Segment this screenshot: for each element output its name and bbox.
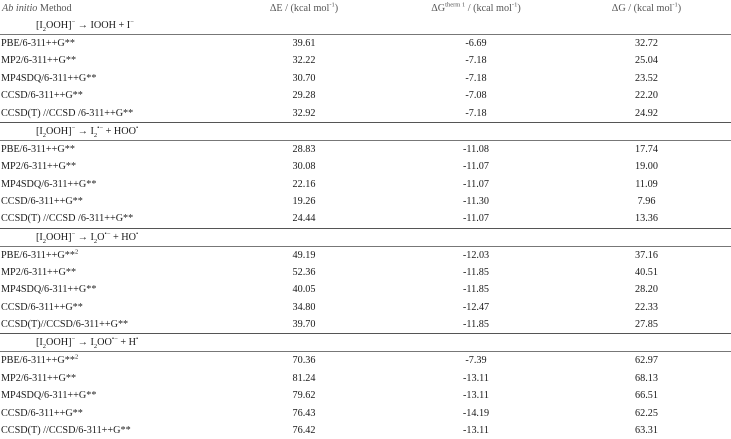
table-row — [0, 281, 731, 299]
dG-cell: 62.25 — [635, 407, 658, 419]
dE-cell: 52.36 — [292, 266, 316, 278]
dGtherm-cell: -13.11 — [463, 390, 489, 402]
dE-cell: 79.62 — [292, 390, 316, 402]
table-row — [0, 422, 731, 439]
dE-cell: 39.61 — [218, 35, 390, 53]
table-row — [0, 193, 731, 211]
dG-cell: 37.16 — [562, 246, 731, 264]
dG-cell: 63.31 — [635, 425, 658, 437]
method-cell: CCSD/6-311++G** — [1, 301, 83, 313]
table-row — [0, 316, 731, 334]
dE-cell: 30.08 — [292, 161, 316, 173]
dG-cell: 7.96 — [637, 196, 656, 208]
section-title: $[I_2OOH]^- \to I_2^{•-} + HOO^•$ — [0, 122, 731, 140]
method-cell: CCSD(T)//CCSD/6-311++G** — [1, 319, 129, 331]
table-row — [0, 70, 731, 88]
table-row — [0, 210, 731, 228]
dG-cell: 68.13 — [635, 372, 658, 384]
table-row — [0, 87, 731, 105]
section-title: $[I_2OOH]^- \to I_2OO^{•-} + H^•$ — [0, 334, 731, 352]
dGtherm-cell: -13.11 — [463, 372, 489, 384]
dE-cell: 49.19 — [218, 246, 390, 264]
dE-cell: 30.70 — [292, 72, 316, 84]
table-row — [0, 175, 731, 193]
dG-cell: 28.20 — [635, 284, 658, 296]
dGtherm-cell: -12.47 — [462, 301, 490, 313]
dGtherm-cell: -11.85 — [463, 266, 489, 278]
table-row — [0, 352, 731, 370]
section-title: $[I_2OOH]^-$ → IOOH + I− — [36, 18, 134, 34]
dE-cell: 28.83 — [218, 140, 390, 158]
method-cell: PBE/6-311++G** — [0, 140, 218, 158]
dGtherm-cell: -14.19 — [462, 407, 490, 419]
section-title-row — [0, 334, 731, 352]
dGtherm-cell: -11.30 — [463, 196, 489, 208]
dE-cell: 24.44 — [292, 213, 316, 225]
dE-cell: 76.42 — [292, 425, 316, 437]
method-cell: PBE/6-311++G** — [0, 35, 218, 53]
dG-cell: 13.36 — [635, 213, 658, 225]
method-cell: PBE/6-311++G**$^2$ — [0, 352, 218, 370]
dE-cell: 34.80 — [292, 301, 316, 313]
table-row — [0, 387, 731, 405]
dG-cell: 22.20 — [635, 90, 658, 102]
method-cell: MP4SDQ/6-311++G** — [1, 178, 97, 190]
header-dGtherm: $\Delta G^{therm 1}$ / (kcal mol$^{-1}$) — [431, 1, 521, 14]
dG-cell: 25.04 — [635, 55, 658, 67]
dGtherm-cell: -11.85 — [463, 319, 489, 331]
header-dG: ΔG / (kcal mol$^{-1}$) — [611, 1, 682, 14]
dGtherm-cell: -7.18 — [465, 72, 487, 84]
method-cell: MP2/6-311++G** — [1, 161, 77, 173]
dGtherm-cell: -11.07 — [463, 213, 489, 225]
dE-cell: 32.92 — [292, 107, 316, 119]
method-cell: CCSD(T) //CCSD /6-311++G** — [1, 107, 134, 119]
section-title-row — [0, 122, 731, 140]
dE-cell: 19.26 — [292, 196, 316, 208]
table-row — [0, 404, 731, 422]
header-dE: ΔE / (kcal mol$^{-1}$) — [269, 1, 339, 14]
dE-cell: 29.28 — [292, 90, 316, 102]
table-row — [0, 246, 731, 264]
dG-cell: 11.09 — [635, 178, 658, 190]
dE-cell: 40.05 — [292, 284, 316, 296]
dG-cell: 23.52 — [635, 72, 658, 84]
dG-cell: 22.33 — [635, 301, 658, 313]
dG-cell: 62.97 — [562, 352, 731, 370]
dE-cell: 32.22 — [292, 55, 316, 67]
dG-cell: 66.51 — [635, 390, 658, 402]
dG-cell: 40.51 — [635, 266, 658, 278]
method-cell: CCSD/6-311++G** — [1, 196, 83, 208]
section-title-row — [0, 17, 731, 35]
header-method: Ab initio Method — [2, 3, 72, 14]
dE-cell: 76.43 — [292, 407, 316, 419]
method-cell: CCSD(T) //CCSD/6-311++G** — [1, 425, 131, 437]
dE-cell: 39.70 — [292, 319, 316, 331]
dG-cell: 19.00 — [635, 161, 658, 173]
dGtherm-cell: -7.39 — [390, 352, 562, 370]
dE-cell: 70.36 — [218, 352, 390, 370]
dE-cell: 22.16 — [292, 178, 316, 190]
table-row — [0, 35, 731, 53]
dG-cell: 27.85 — [635, 319, 658, 331]
dE-cell: 81.24 — [292, 372, 316, 384]
dGtherm-cell: -6.69 — [390, 35, 562, 53]
method-cell: CCSD/6-311++G** — [1, 90, 83, 102]
section-title: $[I_2OOH]^- \to I_2O^{•-} + HO^•$ — [0, 228, 731, 246]
table-row — [0, 369, 731, 387]
method-cell: CCSD/6-311++G** — [1, 407, 83, 419]
dGtherm-cell: -11.07 — [463, 178, 489, 190]
dGtherm-cell: -11.85 — [463, 284, 489, 296]
method-cell: PBE/6-311++G**$^2$ — [0, 246, 218, 264]
table-row — [0, 140, 731, 158]
method-cell: MP2/6-311++G** — [1, 372, 77, 384]
dGtherm-cell: -7.18 — [465, 107, 487, 119]
dGtherm-cell: -11.08 — [390, 140, 562, 158]
dGtherm-cell: -11.07 — [463, 161, 489, 173]
table-row — [0, 52, 731, 70]
dGtherm-cell: -13.11 — [463, 425, 489, 437]
dG-cell: 32.72 — [562, 35, 731, 53]
method-cell: MP4SDQ/6-311++G** — [1, 72, 97, 84]
dG-cell: 17.74 — [562, 140, 731, 158]
header-row — [0, 0, 731, 17]
dGtherm-cell: -7.08 — [465, 90, 487, 102]
dGtherm-cell: -7.18 — [465, 55, 487, 67]
section-title-row — [0, 228, 731, 246]
table-row — [0, 299, 731, 317]
method-cell: MP4SDQ/6-311++G** — [1, 284, 97, 296]
method-cell: CCSD(T) //CCSD /6-311++G** — [1, 213, 134, 225]
dG-cell: 24.92 — [635, 107, 658, 119]
method-cell: MP4SDQ/6-311++G** — [1, 390, 97, 402]
method-cell: MP2/6-311++G** — [1, 55, 77, 67]
table-row — [0, 105, 731, 123]
method-cell: MP2/6-311++G** — [1, 266, 77, 278]
table-row — [0, 158, 731, 176]
table-row — [0, 264, 731, 282]
dGtherm-cell: -12.03 — [390, 246, 562, 264]
